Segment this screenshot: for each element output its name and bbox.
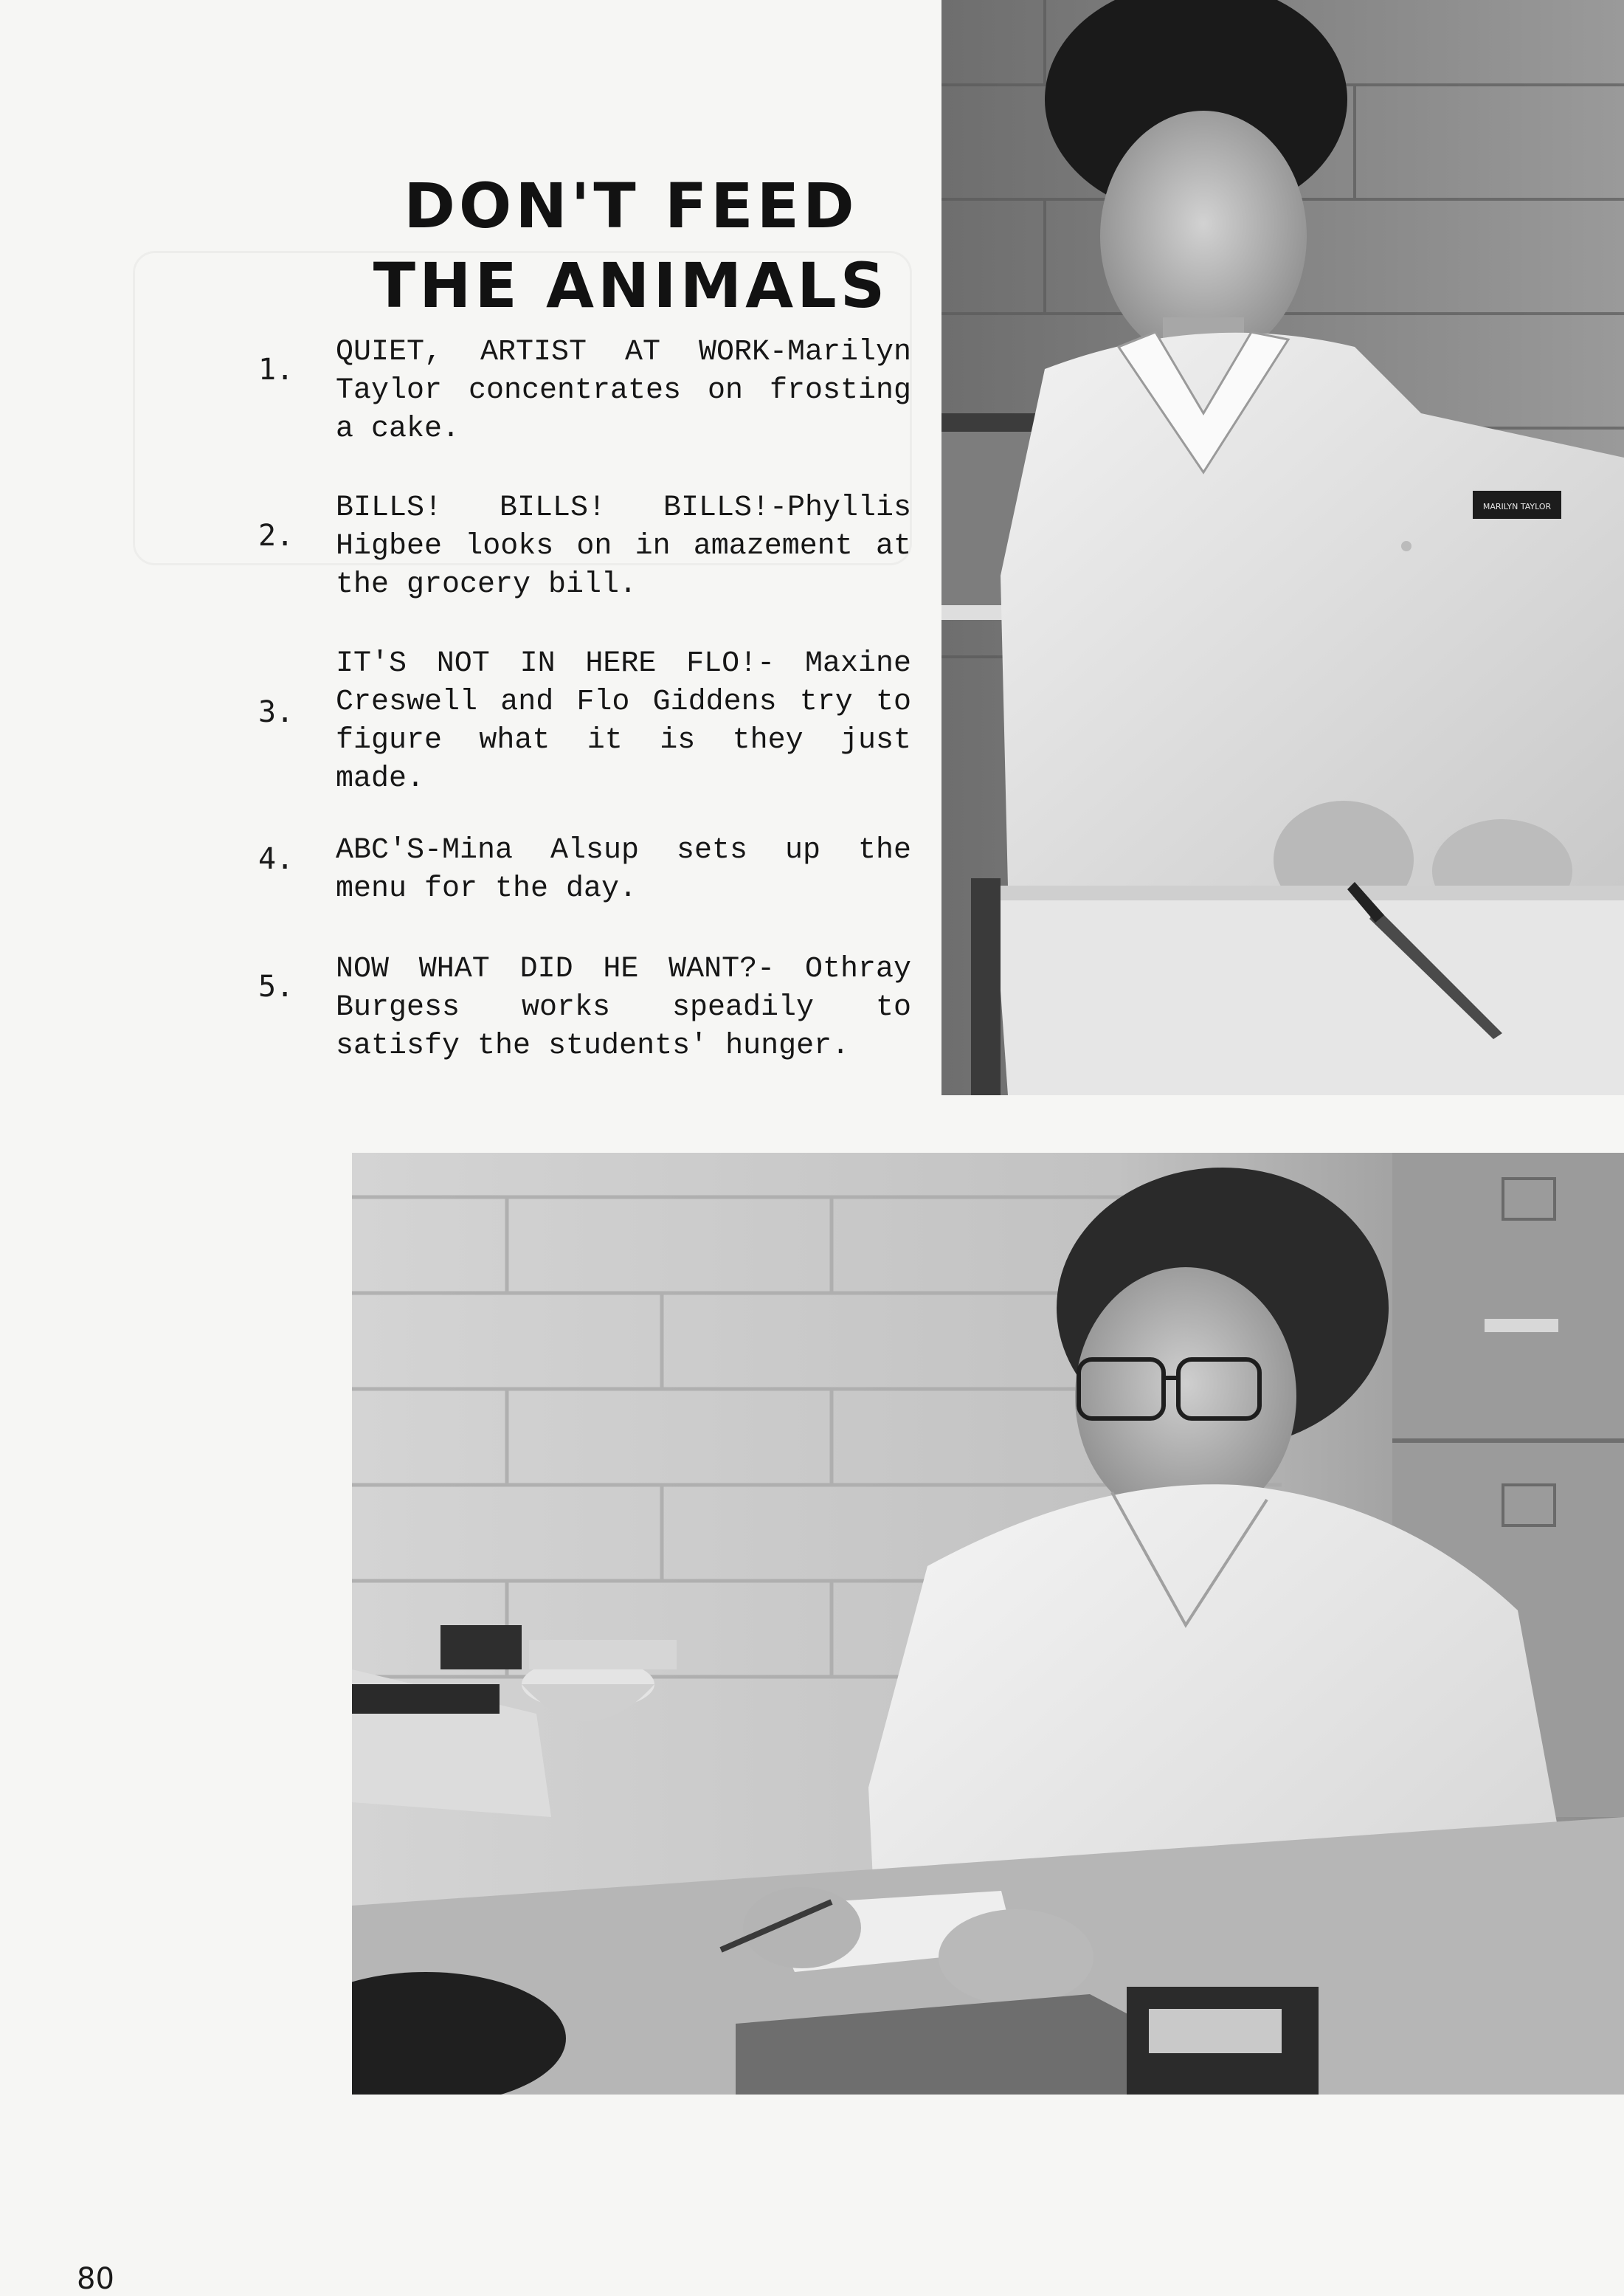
caption-text: ABC'S-Mina Alsup sets up the menu for the day.	[336, 834, 911, 906]
title-line-2: THE ANIMALS	[373, 249, 889, 322]
caption-number: 4.	[258, 842, 294, 876]
page-title	[325, 166, 937, 325]
caption-text: BILLS! BILLS! BILLS!-Phyllis Higbee looks on in amazement at the grocery bill.	[336, 492, 911, 601]
caption-number: 1.	[258, 353, 294, 387]
caption-number: 3.	[258, 695, 294, 729]
photo-desk-woman	[352, 1153, 1624, 2095]
title-line-1: DON'T FEED	[404, 170, 858, 242]
caption-number: 2.	[258, 519, 294, 553]
caption-text: NOW WHAT DID HE WANT?- Othray Burgess works speadily to satisfy the students' hunger.	[336, 953, 911, 1063]
caption-number: 5.	[258, 970, 294, 1004]
page-number: 80	[77, 2262, 114, 2296]
photo-desk-woman-image	[352, 1153, 1624, 2095]
photo-frosting-cake	[941, 0, 1624, 1095]
caption-text: IT'S NOT IN HERE FLO!- Maxine Creswell and Flo Giddens try to figure what it is they just made.	[336, 647, 911, 796]
caption-text: QUIET, ARTIST AT WORK-Marilyn Taylor concentrates on frosting a cake.	[336, 336, 911, 446]
name-tag-text: MARILYN TAYLOR	[1482, 502, 1552, 511]
photo-frosting-cake-image	[941, 0, 1624, 1095]
